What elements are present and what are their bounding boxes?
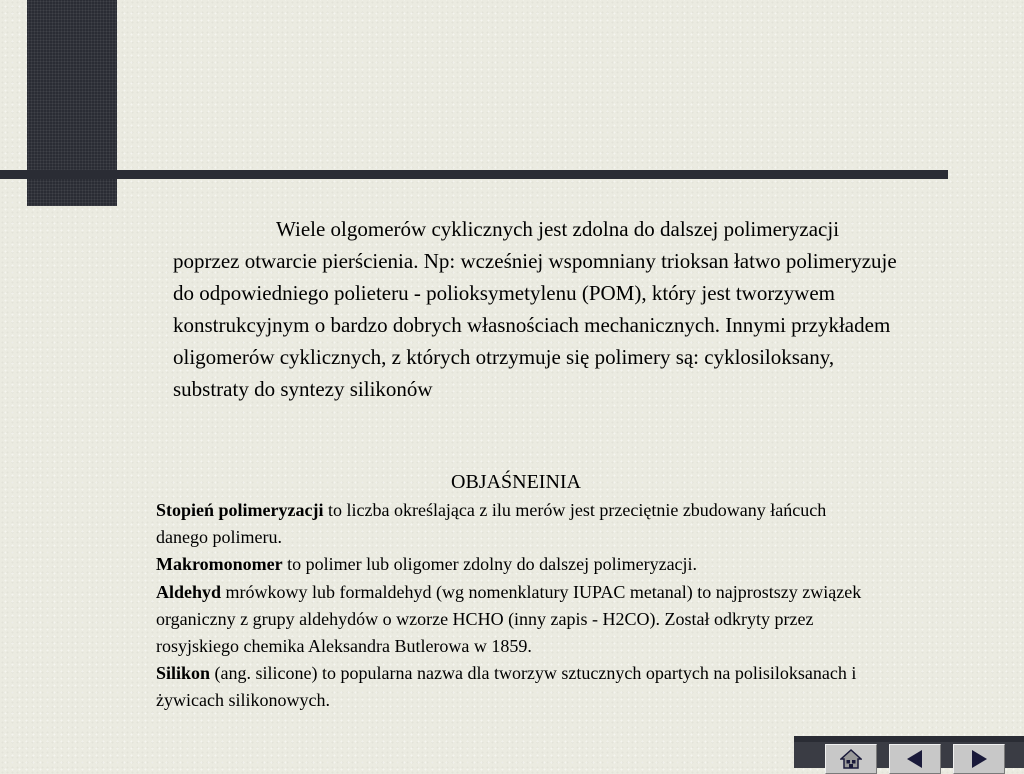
definition-term: Silikon bbox=[156, 663, 211, 684]
definitions-block bbox=[156, 497, 868, 715]
horizontal-rule bbox=[0, 170, 948, 179]
definition-text: to liczba określająca z ilu merów jest przeciętnie zbudowany łańcuch danego polimeru. bbox=[156, 500, 827, 548]
section-heading: OBJAŚNEINIA bbox=[451, 471, 581, 493]
definition-text: (ang. silicone) to popularna nazwa dla tworzyw sztucznych opartych na polisiloksanach i żywicach silikonowych. bbox=[156, 663, 857, 711]
previous-slide-icon bbox=[904, 748, 926, 770]
definition-term: Stopień polimeryzacji bbox=[156, 500, 324, 520]
navbar-top-line bbox=[794, 736, 1024, 742]
definition-text: to polimer lub oligomer zdolny do dalszej polimeryzacji. bbox=[282, 554, 698, 575]
previous-slide-button[interactable] bbox=[889, 744, 941, 774]
definition-text: mrówkowy lub formaldehyd (wg nomenklatury IUPAC metanal) to najprostszy związek organiczny z grupy aldehydów o wzorze HCHO (inny zapis - H2CO). Został odkryty przez rosyjskiego chemika Aleksandra Butlerowa w 1859. bbox=[156, 581, 862, 657]
next-slide-icon bbox=[968, 748, 990, 770]
definition-term: Aldehyd bbox=[156, 581, 222, 602]
main-paragraph-text: Wiele olgomerów cyklicznych jest zdolna do dalszej polimeryzacji poprzez otwarcie pierścienia. Np: wcześniej wspomniany trioksan łatwo polimeryzuje do odpowiedniego polieteru - polioksymetylenu (POM), który jest tworzywem konstrukcyjnym o bardzo dobrych własnościach mechanicznych. Innymi przykładem oligomerów cyklicznych, z których otrzymuje się polimery są: cyklosiloksany, substraty do syntezy silikonów bbox=[173, 217, 897, 401]
home-icon bbox=[840, 748, 862, 770]
slide-navigation-bar bbox=[794, 736, 1024, 768]
next-slide-button[interactable] bbox=[953, 744, 1005, 774]
main-paragraph bbox=[173, 213, 901, 405]
definition-term: Makromonomer bbox=[156, 554, 283, 575]
home-button[interactable] bbox=[825, 744, 877, 774]
